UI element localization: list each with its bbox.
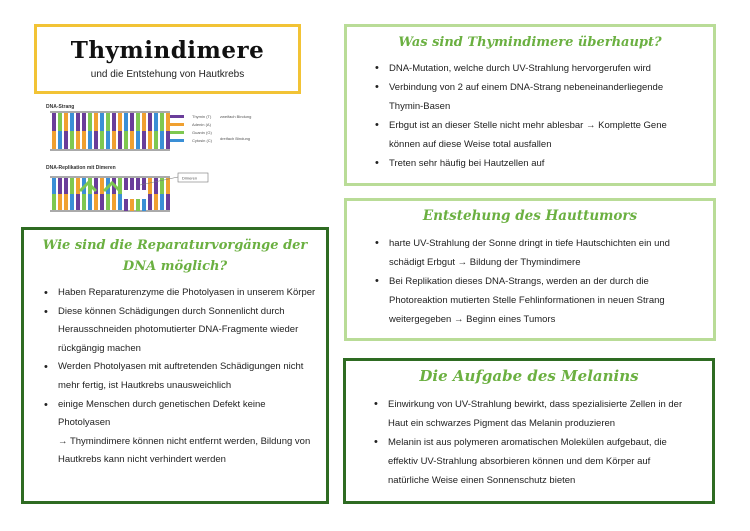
base-pair <box>100 178 104 194</box>
legend-swatch <box>170 115 184 118</box>
base-pair <box>118 131 122 149</box>
base-pair <box>160 131 164 149</box>
legend-label: Guanin (G) <box>192 130 212 135</box>
list-note: → Thymindimere können nicht entfernt werden, Bildung von Hautkrebs kann nicht verhindert werden <box>58 435 311 466</box>
base-pair <box>76 113 80 131</box>
base-pair <box>64 194 68 210</box>
list-item: • Einwirkung von UV-Strahlung bewirkt, dass spezialisierte Zellen in der Haut ein schwarzes Pigment das Melanin produzieren <box>366 395 694 433</box>
list-item: • Haben Reparaturenzyme die Photolyasen in unserem Körper <box>36 284 318 303</box>
base-pair <box>148 113 152 131</box>
base-pair <box>148 194 152 210</box>
dna-diagram <box>44 101 304 219</box>
base-pair <box>118 194 122 210</box>
dimer-base <box>136 178 140 190</box>
base-pair <box>64 178 68 194</box>
dimer-base <box>124 178 128 190</box>
base-pair <box>160 113 164 131</box>
replication-label: DNA-Replikation mit Dimeren <box>46 165 116 171</box>
base-pair <box>82 113 86 131</box>
base-pair <box>76 194 80 210</box>
base-pair <box>82 131 86 149</box>
base-pair <box>106 131 110 149</box>
dimer-callout-label: Dimeren <box>182 175 198 181</box>
base-pair <box>52 194 56 210</box>
base-pair <box>52 178 56 194</box>
base-pair <box>136 199 140 211</box>
section-repair-list <box>36 284 318 470</box>
base-pair <box>70 194 74 210</box>
base-pair <box>70 113 74 131</box>
base-pair <box>148 131 152 149</box>
page-title: Thymindimere <box>70 37 265 64</box>
base-pair <box>112 194 116 210</box>
base-pair <box>154 178 158 194</box>
section-what-list <box>367 59 693 173</box>
base-pair <box>166 194 170 210</box>
legend-label: Cytosin (C) <box>192 138 213 143</box>
section-what-heading: Was sind Thymindimere überhaupt? <box>398 35 662 50</box>
base-pair <box>76 131 80 149</box>
base-pair <box>70 131 74 149</box>
base-pair <box>88 131 92 149</box>
base-pair <box>52 113 56 131</box>
base-pair <box>148 178 152 194</box>
base-pair <box>118 113 122 131</box>
base-pair <box>88 113 92 131</box>
section-origin-list <box>367 234 693 329</box>
base-pair <box>142 199 146 211</box>
list-item: • Diese können Schädigungen durch Sonnenlicht durch Herausschneiden photomutierter DNA-Fragmente wieder rückgängig machen <box>36 303 318 359</box>
base-pair <box>166 131 170 149</box>
base-pair <box>112 113 116 131</box>
list-item: • Verbindung von 2 auf einem DNA-Strang nebeneinanderliegende Thymin-Basen <box>367 78 693 116</box>
list-item: • Erbgut ist an dieser Stelle nicht mehr ablesbar → Komplette Gene können auf diese Weise total ausfallen <box>367 116 693 154</box>
legend-label: Thymin (T) <box>192 114 212 119</box>
dna-strand-bottom <box>50 177 170 211</box>
base-pair <box>94 113 98 131</box>
section-origin <box>344 198 716 341</box>
base-pair <box>82 194 86 210</box>
dimer-base <box>130 178 134 190</box>
base-pair <box>124 199 128 211</box>
base-pair <box>100 131 104 149</box>
base-pair <box>94 194 98 210</box>
base-pair <box>70 178 74 194</box>
base-pair <box>136 113 140 131</box>
base-pair <box>154 113 158 131</box>
list-item: • Melanin ist aus polymeren aromatischen Molekülen aufgebaut, die effektiv UV-Strahlung absorbieren können und dem Körper auf natürliche Weise einen Sonnenschutz bieten <box>366 433 694 490</box>
list-item: • einige Menschen durch genetischen Defekt keine Photolyasen <box>36 396 318 433</box>
base-pair <box>166 113 170 131</box>
base-pair <box>142 131 146 149</box>
list-item: • Werden Photolyasen mit auftretenden Schädigungen nicht mehr fertig, ist Hautkrebs unausweichlich <box>36 358 318 395</box>
section-origin-heading: Entstehung des Hauttumors <box>422 208 638 224</box>
base-pair <box>58 113 62 131</box>
base-pair <box>64 131 68 149</box>
base-pair <box>94 131 98 149</box>
dna-strand-top <box>50 112 170 150</box>
base-pair <box>76 178 80 194</box>
base-pair <box>154 131 158 149</box>
title-box <box>34 24 301 94</box>
strand-label: DNA-Strang <box>46 104 75 110</box>
section-what <box>344 24 716 186</box>
base-pair <box>64 113 68 131</box>
section-repair-heading: Wie sind die Reparaturvorgänge der DNA möglich? <box>42 238 308 274</box>
legend-swatch <box>170 139 184 142</box>
base-pair <box>58 178 62 194</box>
base-pair <box>124 131 128 149</box>
base-pair <box>100 194 104 210</box>
bond-label-triple: dreifach Bindung <box>220 136 251 141</box>
section-repair <box>21 227 329 504</box>
base-pair <box>136 131 140 149</box>
base-pair <box>106 194 110 210</box>
legend-swatch <box>170 123 184 126</box>
base-pair <box>106 113 110 131</box>
list-item: • Bei Replikation dieses DNA-Strangs, werden an der durch die Photoreaktion mutierten Stelle Fehlinformationen in neuen Strang weitergegeben → Beginn eines Tumors <box>367 272 693 329</box>
page-subtitle: und die Entstehung von Hautkrebs <box>90 69 245 80</box>
dna-legend <box>170 114 213 143</box>
base-pair <box>154 194 158 210</box>
list-item: • DNA-Mutation, welche durch UV-Strahlung hervorgerufen wird <box>367 59 693 78</box>
base-pair <box>58 131 62 149</box>
base-pair <box>124 113 128 131</box>
base-pair <box>52 131 56 149</box>
base-pair <box>100 113 104 131</box>
base-pair <box>130 131 134 149</box>
list-item: • harte UV-Strahlung der Sonne dringt in tiefe Hautschichten ein und schädigt Erbgut → Bildung der Thymindimere <box>367 234 693 272</box>
bond-label-double: zweifach Bindung <box>220 114 252 119</box>
base-pair <box>58 194 62 210</box>
section-melanin-list <box>366 395 694 490</box>
base-pair <box>166 178 170 194</box>
base-pair <box>130 199 134 211</box>
base-pair <box>112 131 116 149</box>
base-pair <box>160 194 164 210</box>
legend-label: Adenin (A) <box>192 122 211 127</box>
base-pair <box>142 113 146 131</box>
base-pair <box>130 113 134 131</box>
section-melanin <box>343 358 715 504</box>
section-melanin-heading: Die Aufgabe des Melanins <box>419 367 639 385</box>
base-pair <box>88 194 92 210</box>
list-item: • Treten sehr häufig bei Hautzellen auf <box>367 154 693 173</box>
legend-swatch <box>170 131 184 134</box>
